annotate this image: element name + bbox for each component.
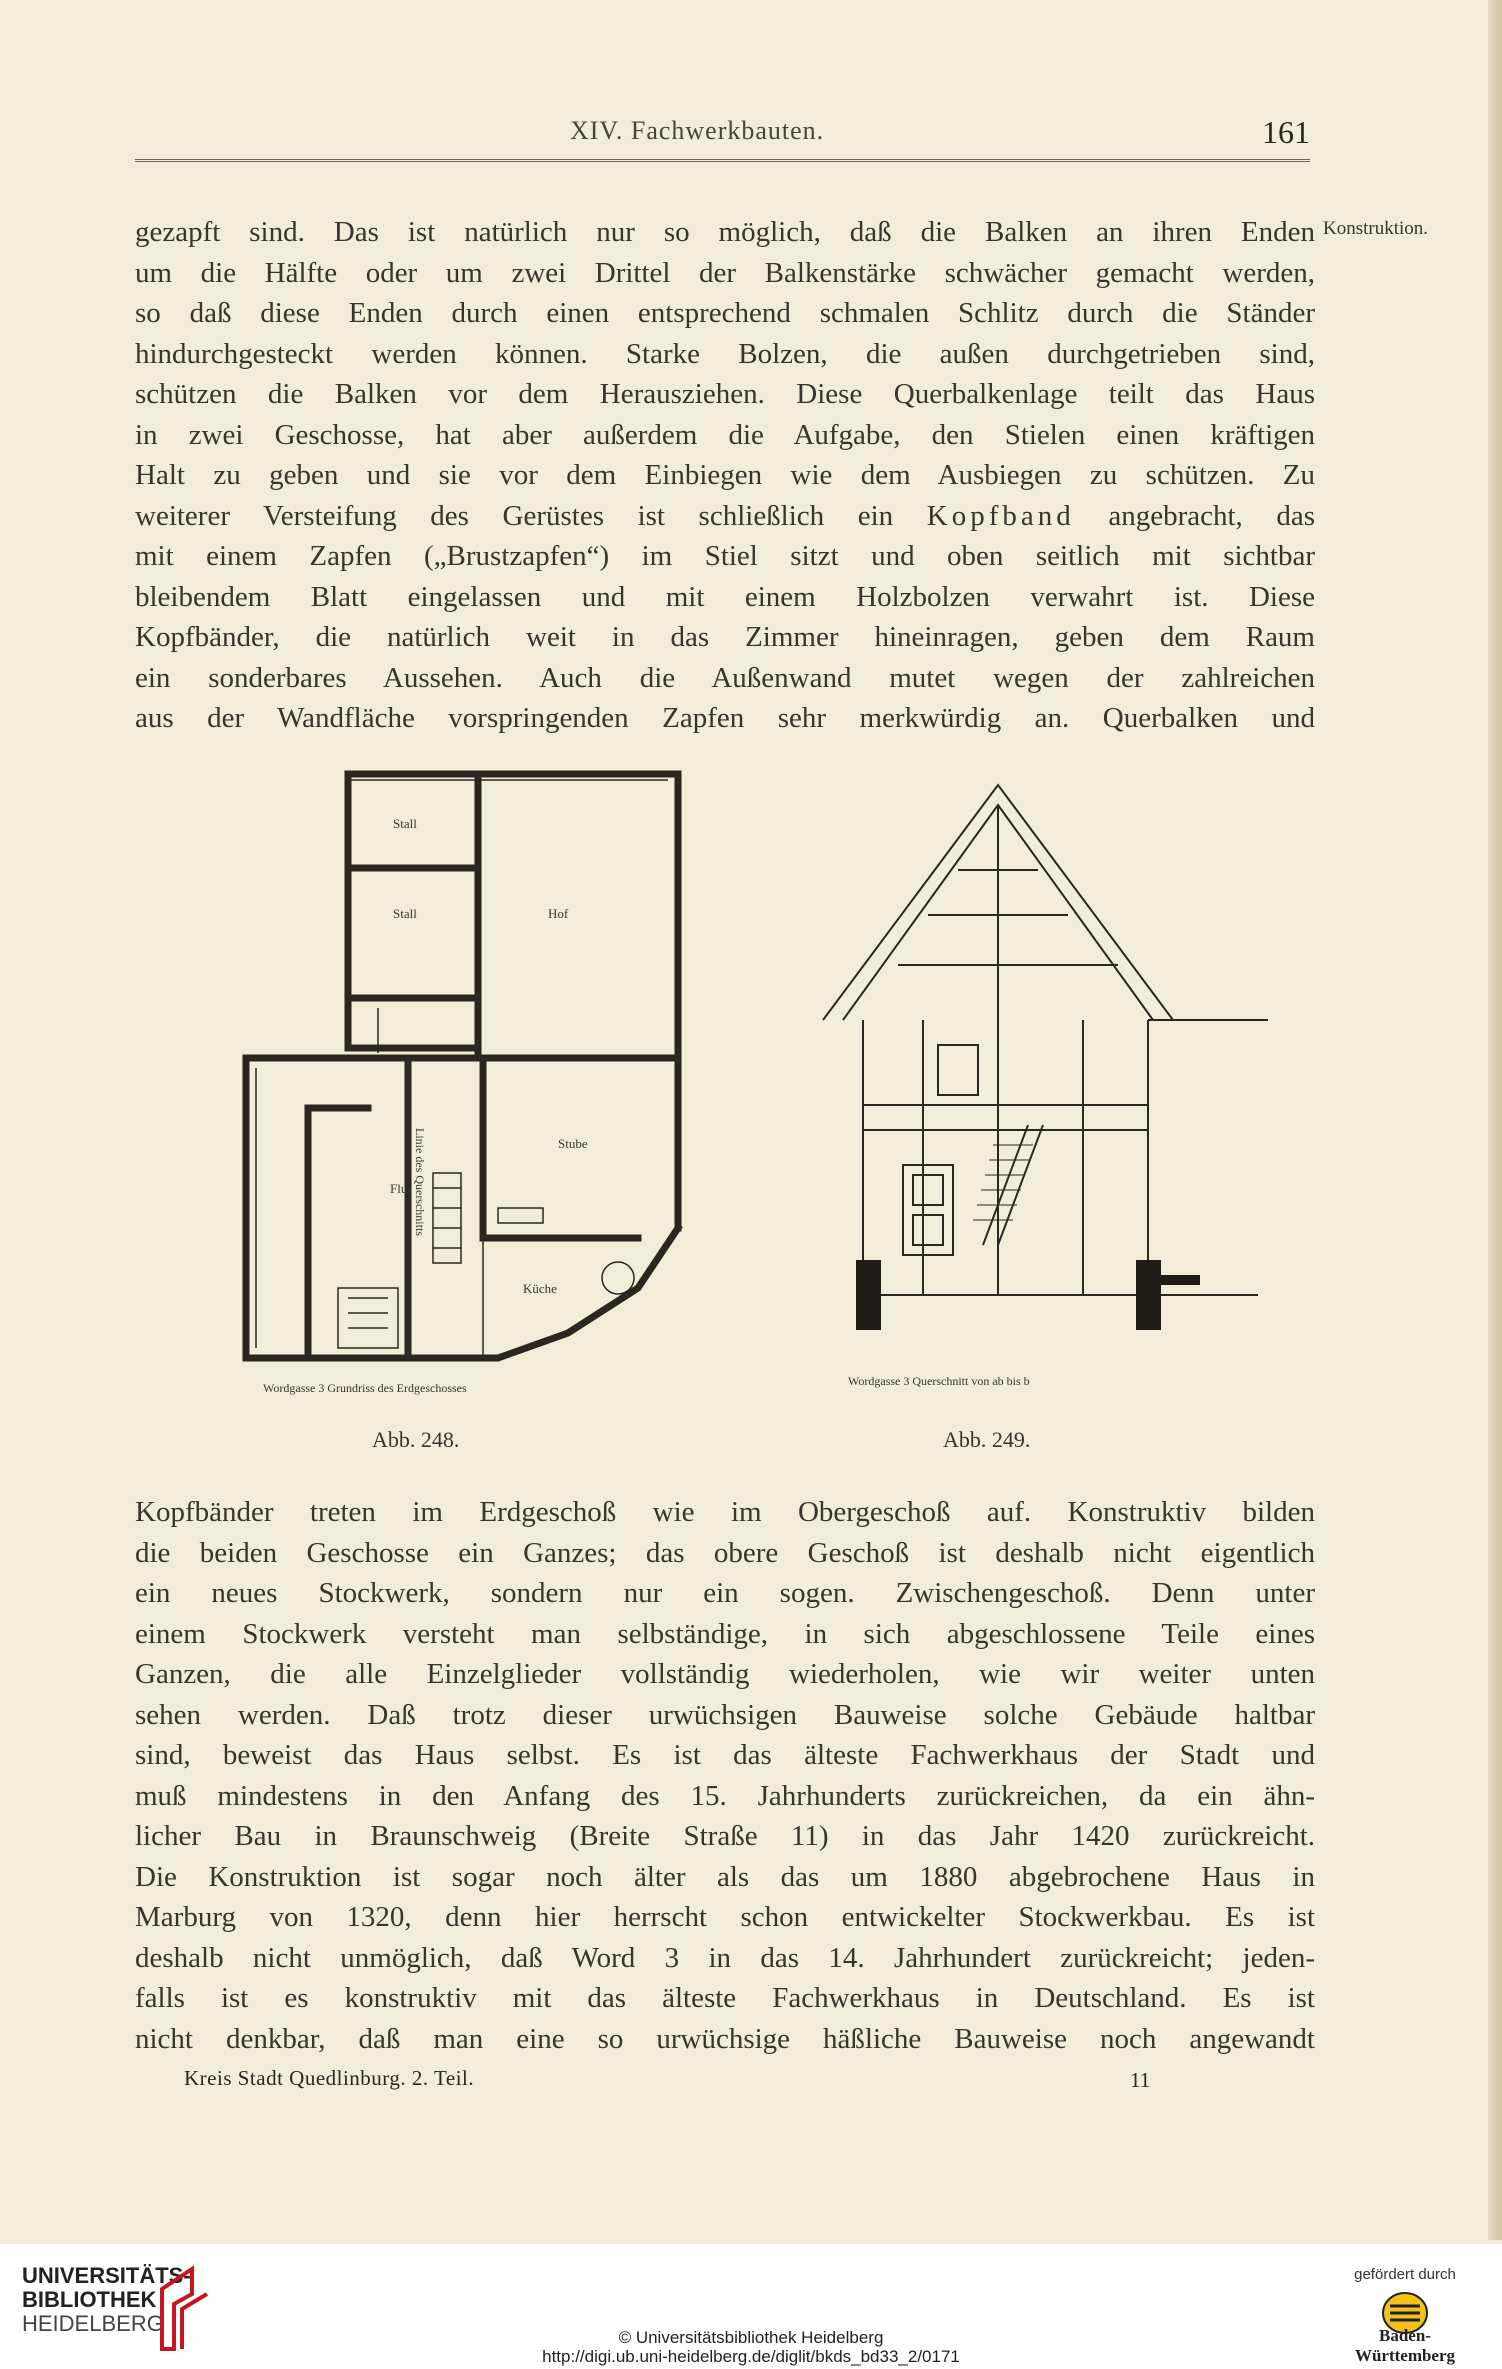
- text-line: sind, beweist das Haus selbst. Es ist das älteste Fachwerkhaus der Stadt und: [135, 1739, 1315, 1771]
- floor-plan-drawing: [238, 768, 708, 1408]
- text-line: Ganzen, die alle Einzelglieder vollständig wiederholen, wie wir weiter unten: [135, 1658, 1315, 1690]
- text-line: Halt zu geben und sie vor dem Einbiegen wie dem Ausbiegen zu schützen. Zu: [135, 459, 1315, 491]
- text-line: falls ist es konstruktiv mit das älteste Fachwerkhaus in Deutschland. Es ist: [135, 1982, 1315, 2014]
- text-line: aus der Wandfläche vorspringenden Zapfen sehr merkwürdig an. Querbalken und: [135, 702, 1315, 734]
- drawing-caption-248: Wordgasse 3 Grundriss des Erdgeschosses: [263, 1381, 467, 1395]
- sheet-signature: Kreis Stadt Quedlinburg. 2. Teil.: [184, 2066, 475, 2090]
- text-line: schützen die Balken vor dem Herausziehen. Diese Querbalkenlage teilt das Haus: [135, 378, 1315, 410]
- text-line: sehen werden. Daß trotz dieser urwüchsigen Bauweise solche Gebäude haltbar: [135, 1698, 1315, 1731]
- text-line: deshalb nicht unmöglich, daß Word 3 in das 14. Jahrhundert zurückreicht; jeden-: [135, 1941, 1315, 1974]
- text-line: ein neues Stockwerk, sondern nur ein sogen. Zwischengeschoß. Denn unter: [135, 1577, 1315, 1609]
- sheet-number: 11: [1130, 2068, 1151, 2092]
- text-line: [135, 496, 1315, 537]
- funder-logo[interactable]: [1330, 2266, 1480, 2366]
- library-name-line1: UNIVERSITÄTS-: [22, 2263, 191, 2288]
- digitization-footer: [0, 2244, 1502, 2369]
- caption-249: Abb. 249.: [943, 1427, 1031, 1452]
- text-fragment: angebracht, das: [1108, 499, 1316, 532]
- text-line: in zwei Geschosse, hat aber außerdem die Aufgabe, den Stielen einen kräftigen: [135, 418, 1315, 451]
- text-line: hindurchgesteckt werden können. Starke Bolzen, die außen durchgetrieben sind,: [135, 337, 1315, 370]
- text-fragment: weiterer Versteifung des Gerüstes ist schließlich ein: [135, 499, 894, 532]
- permalink-url[interactable]: http://digi.ub.uni-heidelberg.de/diglit/bkds_bd33_2/0171: [542, 2347, 960, 2366]
- text-line: nicht denkbar, daß man eine so urwüchsige häßliche Bauweise noch angewandt: [135, 2022, 1315, 2055]
- figure-249-cross-section: [818, 775, 1288, 1395]
- text-line: Marburg von 1320, denn hier herrscht schon entwickelter Stockwerkbau. Es ist: [135, 1901, 1315, 1933]
- figure-248-floor-plan: [238, 768, 708, 1408]
- text-line: muß mindestens in den Anfang des 15. Jahrhunderts zurückreichen, da ein ähn-: [135, 1779, 1315, 1812]
- room-label-stall-2: Stall: [393, 906, 417, 921]
- paragraph-top: [135, 212, 1315, 739]
- running-header: [135, 112, 1310, 162]
- room-label-hof: Hof: [548, 906, 569, 921]
- caption-248: Abb. 248.: [372, 1427, 460, 1452]
- margin-note: Konstruktion.: [1323, 218, 1429, 239]
- text-line: Kopfbänder treten im Erdgeschoß wie im Obergeschoß auf. Konstruktiv bilden: [135, 1496, 1315, 1528]
- header-rule: [135, 159, 1310, 162]
- drawing-caption-249: Wordgasse 3 Querschnitt von ab bis b: [848, 1374, 1030, 1388]
- text-line: einem Stockwerk versteht man selbständige, in sich abgeschlossene Teile eines: [135, 1617, 1315, 1650]
- funded-by-label: gefördert durch: [1354, 2266, 1456, 2283]
- library-name-line2: BIBLIOTHEK: [22, 2287, 157, 2312]
- page-number: 161: [1262, 114, 1310, 150]
- text-line: um die Hälfte oder um zwei Drittel der Balkenstärke schwächer gemacht werden,: [135, 256, 1315, 289]
- copyright-notice: © Universitätsbibliothek Heidelberg: [618, 2328, 884, 2347]
- text-line: gezapft sind. Das ist natürlich nur so möglich, daß die Balken an ihren Enden: [135, 216, 1315, 248]
- section-line-label: Linie des Querschnitts: [413, 1128, 427, 1236]
- text-line: bleibendem Blatt eingelassen und mit einem Holzbolzen verwahrt ist. Diese: [135, 580, 1315, 613]
- text-line: Die Konstruktion ist sogar noch älter als das um 1880 abgebrochene Haus in: [135, 1860, 1315, 1893]
- cross-section-drawing: [818, 775, 1288, 1395]
- room-label-flur: Flur: [390, 1181, 412, 1196]
- running-title: XIV. Fachwerkbauten.: [570, 116, 825, 145]
- room-label-stube: Stube: [558, 1136, 588, 1151]
- emphasized-term: Kopfband: [926, 499, 1075, 532]
- paragraph-bottom: [135, 1492, 1315, 2059]
- copyright-block: [0, 2328, 1502, 2366]
- text-line: licher Bau in Braunschweig (Breite Straße 11) in das Jahr 1420 zurückreicht.: [135, 1820, 1315, 1852]
- room-label-stall-1: Stall: [393, 816, 417, 831]
- text-line: mit einem Zapfen („Brustzapfen“) im Stiel sitzt und oben seitlich mit sichtbar: [135, 540, 1315, 572]
- text-line: ein sonderbares Aussehen. Auch die Außenwand mutet wegen der zahlreichen: [135, 661, 1315, 694]
- room-label-kueche: Küche: [523, 1281, 557, 1296]
- library-name-line3: HEIDELBERG: [22, 2311, 164, 2336]
- page-edge: [1488, 0, 1502, 2240]
- text-line: Kopfbänder, die natürlich weit in das Zimmer hineinragen, geben dem Raum: [135, 621, 1315, 653]
- text-line: so daß diese Enden durch einen entsprechend schmalen Schlitz durch die Ständer: [135, 297, 1315, 329]
- text-line: die beiden Geschosse ein Ganzes; das obere Geschoß ist deshalb nicht eigentlich: [135, 1536, 1315, 1569]
- funder-name: Baden-Württemberg: [1354, 2326, 1456, 2365]
